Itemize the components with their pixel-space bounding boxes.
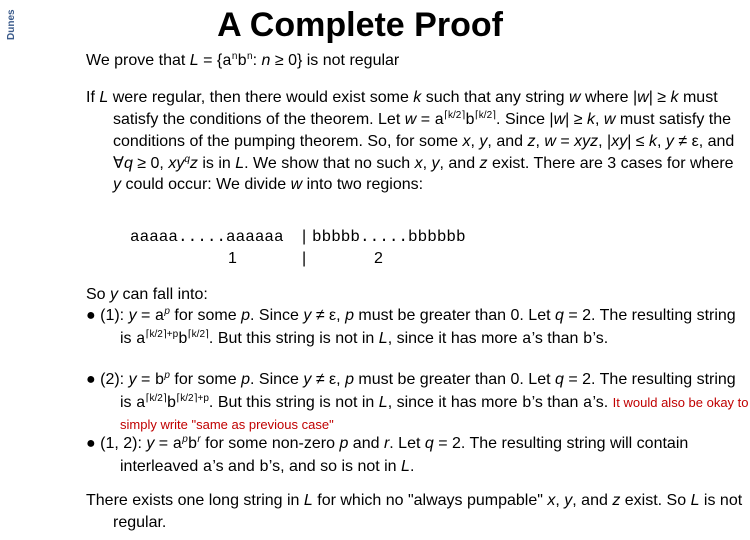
region-b-run: bbbbb.....bbbbbb [312,228,466,246]
region-divider-lower: | [302,250,307,267]
intro-line: We prove that $L = \{a^nb^n$: n ≥ 0} is not regular [86,51,400,70]
region-label-1: 1 [228,250,237,267]
page-title: A Complete Proof [217,6,503,44]
bullet-icon: ● [86,435,96,452]
bullet-icon: ● [86,307,96,324]
margin-note: It would also be okay to simply write "same as previous case" [120,394,749,432]
logo-text: Dunes [6,9,17,40]
region-a-run: aaaaa.....aaaaaa [130,228,284,246]
conclusion: There exists one long string in L for which no "always pumpable" x, y, and z exist. So L is not regular. [86,492,743,531]
cases-intro: So y can fall into: [86,286,208,303]
region-divider: | [302,228,307,245]
proof-paragraph: If L were regular, then there would exist some k such that any string w where |w| ≥ k must satisfy the conditions of the theorem. Let $w = a^{⌈k/2⌉}b^{⌈k/2⌉}$. Since |w| ≥ k, w must satisfy the conditions of the pumping theorem. So, for some x, y, and z, w = xyz, |xy| ≤ k, y ≠ ε, and ∀q ≥ 0, $xy^qz$ is in L. We show that no such x, y, and z exist. There are 3 cases for where y could occur: We divide w into two regions: [86,89,735,193]
region-label-2: 2 [374,250,383,267]
case-1: ● (1): $y = a^p$ for some p. Since y ≠ ε, p must be greater than 0. Let q = 2. The resulting string is $a^{⌈k/2⌉+p}b^{⌈k/2⌉}$. But this string is not in L, since it has more a’s than b’s. [86,306,736,348]
case-2: ● (2): $y = b^p$ for some p. Since y ≠ ε, p must be greater than 0. Let q = 2. The resulting string is $a^{⌈k/2⌉}b^{⌈k/2⌉+p}$. But this string is not in L, since it has more b’s than a’s. It would also be okay to simply write "same as previous case" [86,370,749,432]
case-3: ● (1, 2): $y = a^pb^r$ for some non-zero p and r. Let q = 2. The resulting string will contain interleaved a’s and b’s, and so is not in L. [86,434,689,476]
bullet-icon: ● [86,371,96,388]
